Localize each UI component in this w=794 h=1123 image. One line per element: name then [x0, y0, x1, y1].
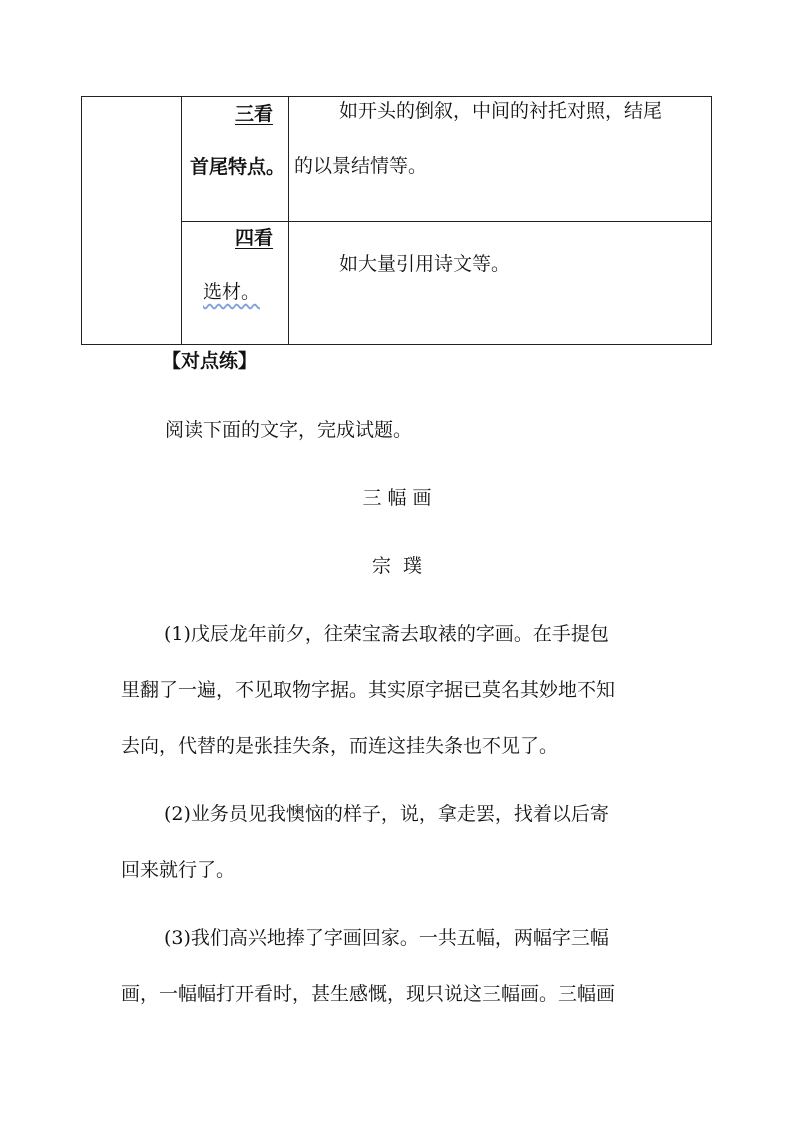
row2-heading-line1: 四看 — [235, 227, 274, 249]
article-line: 回来就行了。 — [121, 859, 236, 881]
row2-content-line1: 如大量引用诗文等。 — [339, 253, 511, 275]
article-line: (2)业务员见我懊恼的样子，说，拿走罢，找着以后寄 — [164, 803, 609, 825]
article-line: (1)戊辰龙年前夕，往荣宝斋去取裱的字画。在手提包 — [164, 623, 609, 645]
article-line: (3)我们高兴地捧了字画回家。一共五幅，两幅字三幅 — [164, 927, 609, 949]
article-title: 三 幅 画 — [362, 487, 432, 509]
row2-heading-line2: 选材。 — [203, 281, 261, 303]
method-table — [81, 96, 712, 345]
section-title: 【对点练】 — [162, 350, 258, 372]
table-divider-row — [181, 221, 711, 222]
article-author: 宗 璞 — [371, 555, 423, 577]
article-line: 里翻了一遍，不见取物字据。其实原字据已莫名其妙地不知 — [121, 679, 616, 701]
row1-content-line1: 如开头的倒叙，中间的衬托对照，结尾 — [339, 100, 663, 122]
article-line: 画，一幅幅打开看时，甚生感慨，现只说这三幅画。三幅画 — [121, 983, 616, 1005]
article-line: 去向，代替的是张挂失条，而连这挂失条也不见了。 — [121, 735, 559, 757]
instruction-text: 阅读下面的文字，完成试题。 — [165, 419, 413, 441]
row1-content-line2: 的以景结情等。 — [294, 155, 428, 177]
row1-heading-line2: 首尾特点。 — [190, 156, 286, 178]
row1-heading-line1: 三看 — [235, 103, 274, 125]
